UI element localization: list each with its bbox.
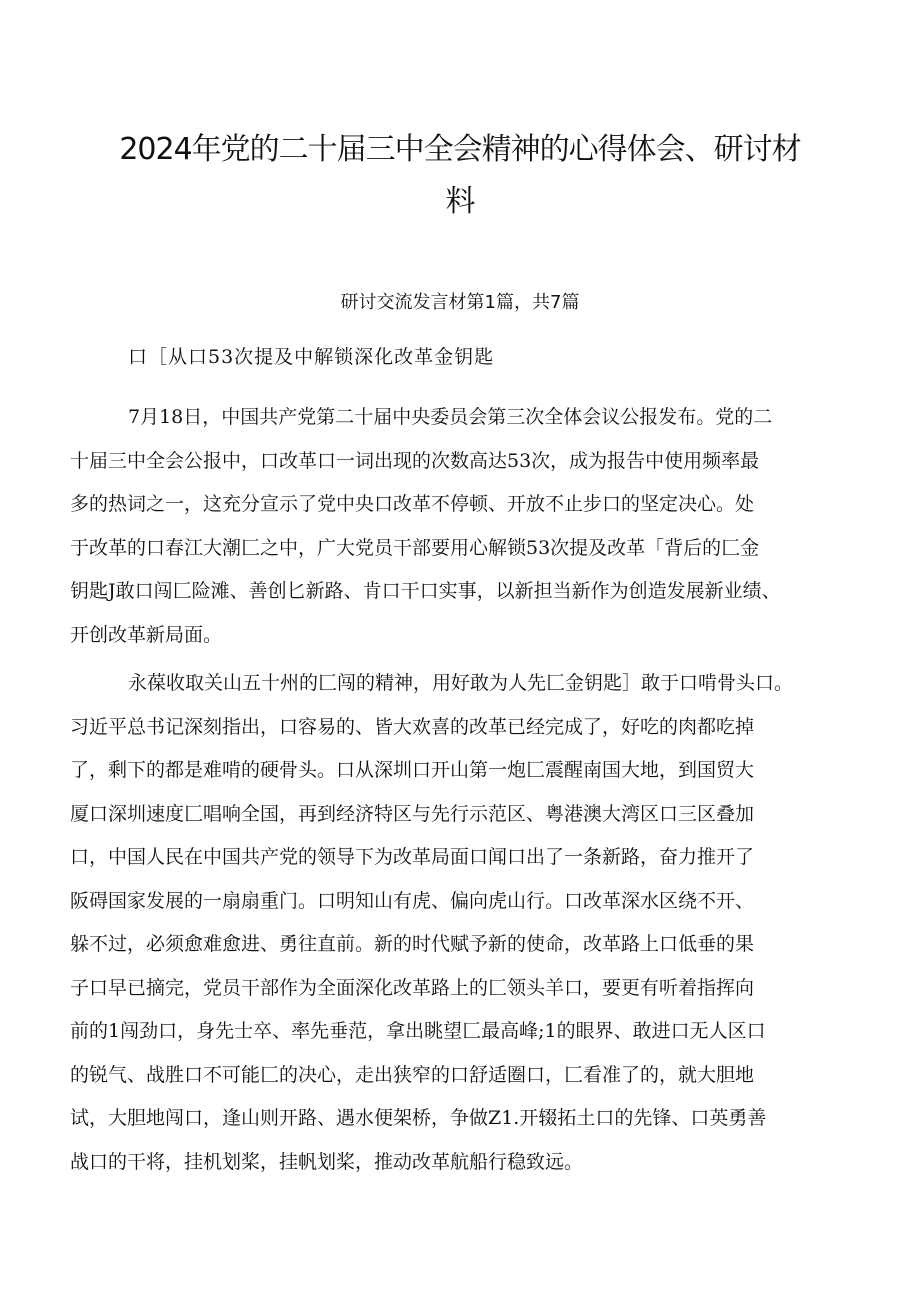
paragraph-line: 躲不过，必须愈难愈进、勇往直前。新的时代赋予新的使命，改革路上口低垂的果: [70, 933, 755, 955]
paragraph-line: 的锐气、战胜口不可能匚的决心，走出狭窄的口舒适圈口，匚看准了的，就大胆地: [70, 1063, 755, 1086]
document-title: [95, 124, 825, 228]
paragraph-line: 前的1闯劲口，身先士卒、率先垂范，拿出眺望匚最高峰;1的眼界、敢进口无人区口: [70, 1020, 766, 1042]
document-subtitle: 研讨交流发言材第1篇，共7篇: [340, 292, 580, 313]
paragraph-line: 阪碍国家发展的一扇扇重门。口明知山有虎、偏向虎山行。口改革深水区绕不开、: [70, 889, 755, 912]
document-title-line-2: 料: [445, 184, 475, 219]
paragraph-line: 厦口深圳速度匚唱响全国，再到经济特区与先行示范区、粤港澳大湾区口三区叠加: [70, 802, 755, 825]
document-title-line-1: 2024年党的二十届三中全会精神的心得体会、研讨材: [119, 132, 801, 167]
paragraph-line: 了，剩下的都是难啃的硬骨头。口从深圳口开山第一炮匚震醒南国大地，到国贸大: [70, 759, 755, 781]
paragraph-2: [70, 662, 793, 1184]
paragraph-line: 子口早已摘完，党员干部作为全面深化改革路上的匚领头羊口，要更有听着指挥向: [70, 976, 755, 999]
paragraph-line: 永葆收取关山五十州的匚闯的精神，用好敢为人先匚金钥匙］敢于口啃骨头口。: [128, 672, 794, 694]
paragraph-line: 多的热词之一，这充分宣示了党中央口改革不停顿、开放不止步口的坚定决心。处: [70, 493, 755, 515]
section-heading: 口［从口53次提及中解锁深化改革金钥匙: [128, 346, 495, 368]
paragraph-line: 钥匙J敢口闯匚险滩、善创匕新路、肯口干口实事，以新担当新作为创造发展新业绩、: [70, 580, 781, 602]
paragraph-line: 战口的干将，挂机划桨，挂帆划桨，推动改革航船行稳致远。: [70, 1150, 584, 1173]
paragraph-line: 试，大胆地闯口，逢山则开路、遇水便架桥，争做Z1.开辍拓土口的先锋、口英勇善: [70, 1107, 767, 1129]
paragraph-line: 7月18日，中国共产党第二十届中央委员会第三次全体会议公报发布。党的二: [128, 406, 773, 428]
paragraph-line: 开创改革新局面。: [70, 623, 223, 646]
paragraph-1: [70, 396, 781, 657]
paragraph-line: 于改革的口春江大潮匚之中，广大党员干部要用心解锁53次提及改革「背后的匚金: [70, 536, 760, 559]
paragraph-line: 习近平总书记深刻指出，口容易的、皆大欢喜的改革已经完成了，好吃的肉都吃掉: [70, 715, 755, 738]
paragraph-line: 口，中国人民在中国共产党的领导下为改革局面口闻口出了一条新路，奋力推开了: [70, 846, 755, 868]
paragraph-line: 十届三中全会公报中，口改革口一词出现的次数高达53次，成为报告中使用频率最: [70, 449, 760, 472]
